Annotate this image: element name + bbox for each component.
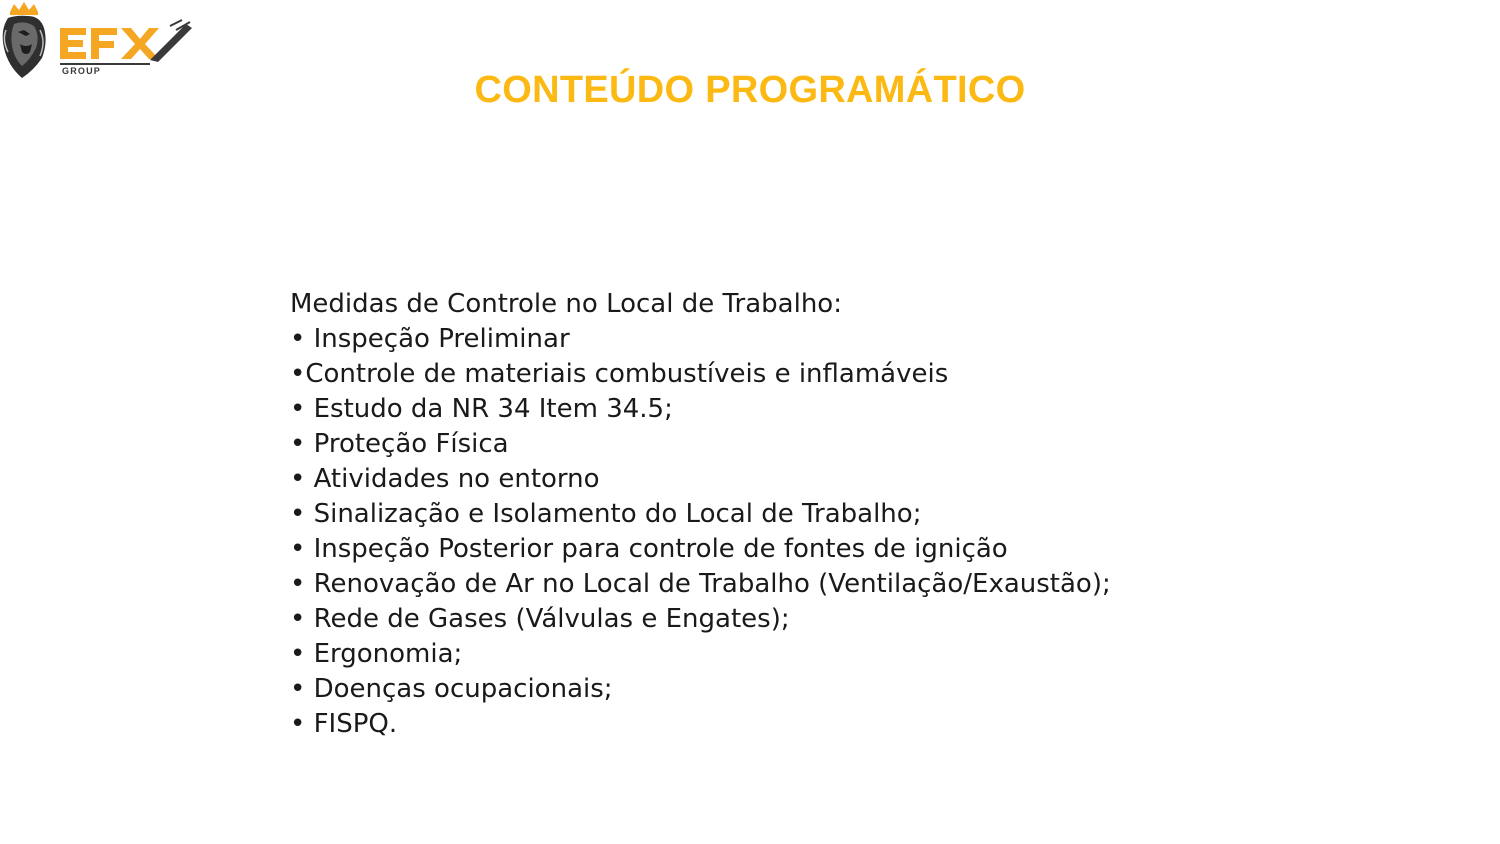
content-heading: Medidas de Controle no Local de Trabalho:: [290, 289, 842, 319]
slide-title: CONTEÚDO PROGRAMÁTICO: [474, 69, 1026, 111]
list-item: • Proteção Física: [290, 429, 509, 459]
list-item: •Controle de materiais combustíveis e inflamáveis: [290, 359, 949, 389]
list-item: • Estudo da NR 34 Item 34.5;: [290, 394, 673, 424]
list-item: • FISPQ.: [290, 709, 398, 739]
list-item: • Inspeção Posterior para controle de fontes de ignição: [290, 534, 1008, 564]
list-item: • Doenças ocupacionais;: [290, 674, 613, 704]
content-list: [290, 287, 1290, 742]
list-item: • Sinalização e Isolamento do Local de Trabalho;: [290, 499, 922, 529]
list-item: • Rede de Gases (Válvulas e Engates);: [290, 604, 790, 634]
list-item: • Renovação de Ar no Local de Trabalho (Ventilação/Exaustão);: [290, 569, 1111, 599]
list-item: • Inspeção Preliminar: [290, 324, 570, 354]
list-item: • Ergonomia;: [290, 639, 463, 669]
svg-text:GROUP: GROUP: [62, 66, 102, 76]
list-item: • Atividades no entorno: [290, 464, 600, 494]
